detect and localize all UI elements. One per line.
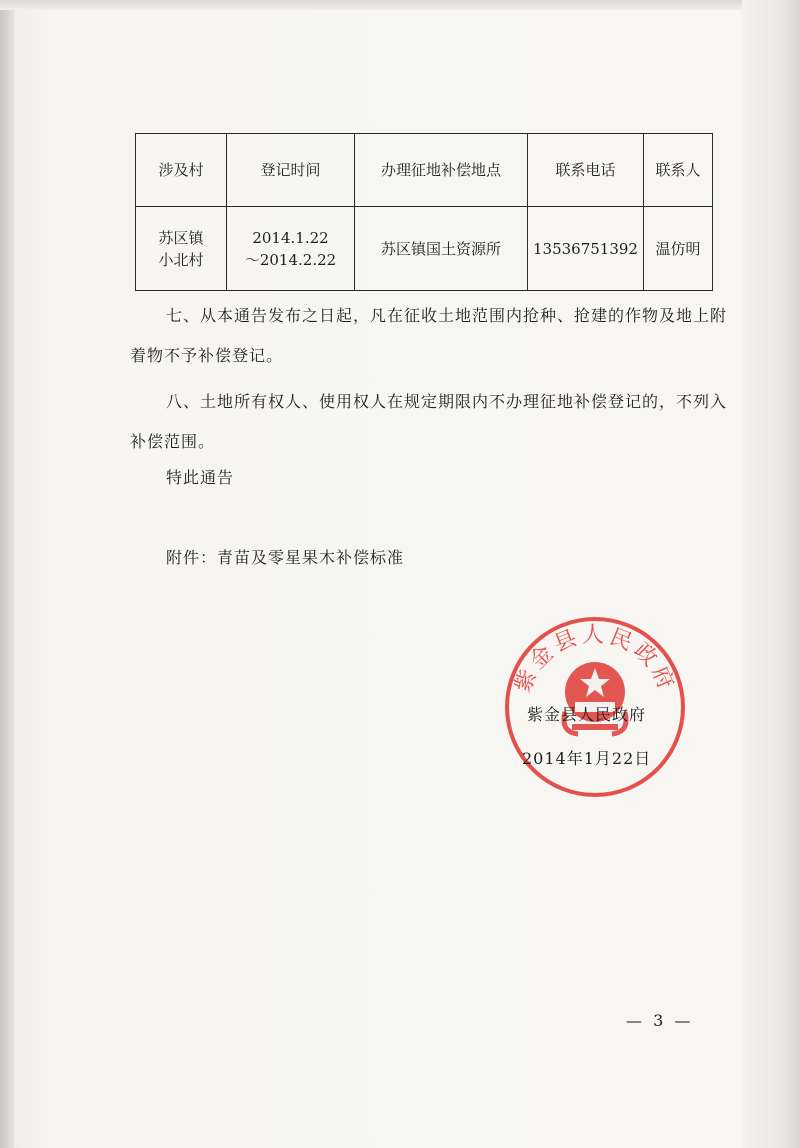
paragraph-8: 八、土地所有权人、使用权人在规定期限内不办理征地补偿登记的，不列入补偿范围。 <box>130 392 728 451</box>
attachment-text: 附件：青苗及零星果木补偿标准 <box>166 548 405 567</box>
time-line1: 2014.1.22 <box>252 228 329 247</box>
closing-text: 特此通告 <box>166 468 235 487</box>
cell-location: 苏区镇国土资源所 <box>355 207 528 291</box>
cell-contact: 温仿明 <box>644 207 713 291</box>
cell-village <box>136 207 227 291</box>
page-number: — 3 — <box>626 1011 694 1030</box>
time-line2: ～2014.2.22 <box>244 250 337 269</box>
paragraph-7: 七、从本通告发布之日起，凡在征收土地范围内抢种、抢建的作物及地上附着物不予补偿登记。 <box>130 306 728 365</box>
header-village: 涉及村 <box>136 134 227 207</box>
table-row <box>136 207 713 291</box>
cell-phone: 13536751392 <box>528 207 644 291</box>
village-line2: 小北村 <box>158 250 204 269</box>
signature-date: 2014年1月22日 <box>522 749 652 768</box>
table-header-row <box>136 134 713 207</box>
header-location: 办理征地补偿地点 <box>355 134 528 207</box>
registration-table <box>135 133 713 291</box>
cell-time <box>227 207 355 291</box>
village-line1: 苏区镇 <box>158 228 204 247</box>
header-time: 登记时间 <box>227 134 355 207</box>
signature-org: 紫金县人民政府 <box>527 705 647 724</box>
header-phone: 联系电话 <box>528 134 644 207</box>
seal-text: 紫金县人民政府 <box>510 623 680 697</box>
page-edge-top <box>0 0 800 10</box>
header-contact: 联系人 <box>644 134 713 207</box>
page-edge-left <box>0 0 14 1148</box>
